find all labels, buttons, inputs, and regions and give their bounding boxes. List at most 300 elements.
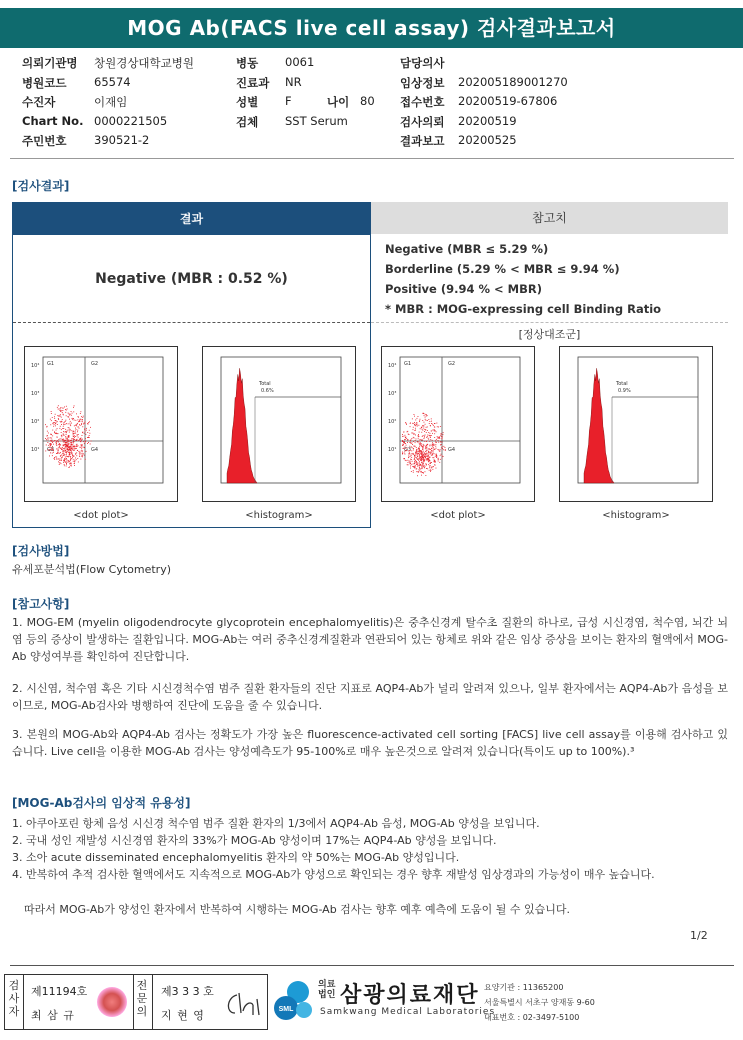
- dot: [82, 426, 83, 427]
- dot: [87, 437, 88, 438]
- dot: [412, 418, 413, 419]
- dot: [405, 454, 406, 455]
- dot: [88, 424, 89, 425]
- dot: [422, 436, 423, 437]
- dot: [52, 435, 53, 436]
- dot: [414, 456, 415, 457]
- dot: [66, 462, 67, 463]
- dot: [420, 464, 421, 465]
- dot: [431, 462, 432, 463]
- dot: [75, 431, 76, 432]
- dot: [61, 458, 62, 459]
- dot: [66, 466, 67, 467]
- dot: [410, 466, 411, 467]
- dot: [71, 451, 72, 452]
- dot: [74, 461, 75, 462]
- dot: [412, 461, 413, 462]
- dot: [438, 437, 439, 438]
- dot: [55, 433, 56, 434]
- dot: [56, 448, 57, 449]
- dot: [430, 452, 431, 453]
- dot: [416, 439, 417, 440]
- ref-positive: Positive (9.94 % < MBR): [385, 282, 542, 296]
- dot: [63, 439, 64, 440]
- dot: [418, 436, 419, 437]
- dot: [73, 450, 74, 451]
- dot: [69, 452, 70, 453]
- dot: [409, 462, 410, 463]
- dot: [432, 424, 433, 425]
- dot: [75, 448, 76, 449]
- dot: [69, 456, 70, 457]
- dot: [64, 448, 65, 449]
- dot: [434, 429, 435, 430]
- dot: [427, 420, 428, 421]
- dot: [435, 440, 436, 441]
- dot: [415, 442, 416, 443]
- dot: [76, 440, 77, 441]
- dot: [416, 463, 417, 464]
- dot: [48, 433, 49, 434]
- dot: [70, 465, 71, 466]
- dot: [69, 415, 70, 416]
- info-value: 202005189001270: [458, 74, 568, 89]
- dot: [75, 454, 76, 455]
- dot: [59, 447, 60, 448]
- dot: [413, 466, 414, 467]
- dot: [82, 451, 83, 452]
- dot: [405, 460, 406, 461]
- dot: [74, 439, 75, 440]
- dot: [73, 459, 74, 460]
- dot: [436, 457, 437, 458]
- info-value: 390521-2: [94, 133, 150, 147]
- dot: [58, 433, 59, 434]
- dot: [67, 460, 68, 461]
- dot: [407, 448, 408, 449]
- dot: [422, 440, 423, 441]
- dot: [425, 459, 426, 460]
- dot: [62, 419, 63, 420]
- dot: [438, 442, 439, 443]
- dot: [435, 461, 436, 462]
- histogram-label: Total: [259, 381, 271, 387]
- dot: [421, 444, 422, 445]
- dot: [66, 454, 67, 455]
- dot: [420, 443, 421, 444]
- dot: [82, 419, 83, 420]
- dot: [50, 440, 51, 441]
- dot: [45, 424, 46, 425]
- dot: [73, 418, 74, 419]
- dot: [75, 420, 76, 421]
- dot: [65, 459, 66, 460]
- dot: [74, 462, 75, 463]
- utility-item: 따라서 MOG-Ab가 양성인 환자에서 반복하여 시행하는 MOG-Ab 검사는 향후 예후 예측에 도움이 될 수 있습니다.: [24, 903, 571, 916]
- dot: [65, 450, 66, 451]
- dot: [72, 413, 73, 414]
- dot: [418, 453, 419, 454]
- dot: [76, 439, 77, 440]
- dot-plot-caption: <dot plot>: [73, 510, 129, 521]
- dot: [62, 412, 63, 413]
- dot: [425, 456, 426, 457]
- dot: [63, 423, 64, 424]
- dot: [405, 450, 406, 451]
- dot: [81, 447, 82, 448]
- dot: [438, 461, 439, 462]
- histogram-caption: <histogram>: [245, 510, 313, 521]
- dot: [436, 431, 437, 432]
- dot: [410, 463, 411, 464]
- dot: [411, 439, 412, 440]
- org-name: 삼광의료재단: [340, 983, 480, 1008]
- tester-license: 제11194호: [31, 985, 88, 998]
- info-label: 병원코드: [22, 75, 67, 90]
- dot: [61, 455, 62, 456]
- dot: [411, 459, 412, 460]
- dot: [428, 451, 429, 452]
- dot: [421, 459, 422, 460]
- dot: [62, 447, 63, 448]
- dot: [420, 439, 421, 440]
- dot: [409, 453, 410, 454]
- dot: [67, 440, 68, 441]
- dot: [86, 428, 87, 429]
- dot: [55, 440, 56, 441]
- tester-name: 최 삼 규: [31, 1009, 75, 1022]
- note-paragraph: 1. MOG-EM (myelin oligodendrocyte glycoprotein encephalomyelitis)은 중추신경계 탈수초 질환의 하나로, 급성 시신경염, 척수염, 뇌간 뇌염 등의 증상이 발생하는 질환입니다. MOG-Ab는 여러 중추신경계질환과 연관되어 있는 항체로 위와 같은 임상 증상을 보이는 환자의 혈액에서 MOG-Ab 양성여부를 확인하여 진단합니다.: [12, 616, 728, 663]
- dot: [413, 472, 414, 473]
- dot: [90, 427, 91, 428]
- dot: [403, 448, 404, 449]
- dot: [423, 428, 424, 429]
- dot: [71, 440, 72, 441]
- expert-name: 지 현 영: [161, 1009, 205, 1022]
- dot: [406, 438, 407, 439]
- dot: [82, 445, 83, 446]
- dot: [425, 429, 426, 430]
- dot: [58, 444, 59, 445]
- dot: [77, 434, 78, 435]
- dot: [415, 424, 416, 425]
- dot: [413, 429, 414, 430]
- dot: [59, 460, 60, 461]
- dot: [424, 422, 425, 423]
- dot: [65, 452, 66, 453]
- dot: [79, 439, 80, 440]
- info-value: NR: [285, 74, 302, 89]
- dot: [423, 462, 424, 463]
- dot: [65, 420, 66, 421]
- dot: [432, 455, 433, 456]
- dot: [427, 430, 428, 431]
- dot: [80, 419, 81, 420]
- dot: [434, 459, 435, 460]
- dot: [411, 471, 412, 472]
- y-tick-label: 10²: [31, 419, 40, 425]
- dot: [75, 433, 76, 434]
- dot: [81, 444, 82, 445]
- dot: [420, 469, 421, 470]
- dot: [67, 438, 68, 439]
- dot: [57, 453, 58, 454]
- info-label: 검사의뢰: [400, 114, 445, 129]
- dot: [424, 441, 425, 442]
- dot: [415, 428, 416, 429]
- notes-section-title: [참고사항]: [12, 597, 70, 611]
- dot: [438, 438, 439, 439]
- dot: [74, 456, 75, 457]
- dot: [53, 452, 54, 453]
- info-label: 병동: [236, 56, 259, 70]
- dot: [72, 449, 73, 450]
- quadrant-label: G2: [448, 361, 456, 367]
- dot: [63, 453, 64, 454]
- dot: [412, 444, 413, 445]
- dot: [440, 455, 441, 456]
- dot: [422, 449, 423, 450]
- dot: [70, 452, 71, 453]
- dot: [427, 458, 428, 459]
- dot: [410, 440, 411, 441]
- dot: [61, 429, 62, 430]
- note-paragraph: 3. 본원의 MOG-Ab와 AQP4-Ab 검사는 정확도가 가장 높은 fluorescence-activated cell sorting [FACS] live cell assay를 이용해 검사하고 있습니다. Live cell을 이용한 MOG-Ab 검사는 양성예측도가 95-100%로 매우 높은것으로 알려져 있습니다(특이도 up to 100%).³: [12, 728, 728, 758]
- dot: [404, 458, 405, 459]
- dot: [426, 432, 427, 433]
- info-label: 수진자: [22, 95, 56, 109]
- dot: [425, 451, 426, 452]
- dot: [88, 437, 89, 438]
- dot: [429, 421, 430, 422]
- dot: [414, 434, 415, 435]
- dot: [68, 416, 69, 417]
- dot: [63, 426, 64, 427]
- dot: [422, 446, 423, 447]
- dot: [404, 439, 405, 440]
- dot: [403, 432, 404, 433]
- dot: [413, 463, 414, 464]
- dot: [428, 459, 429, 460]
- histogram-label: Total: [616, 381, 628, 387]
- dot: [408, 455, 409, 456]
- dot: [424, 438, 425, 439]
- dot: [84, 433, 85, 434]
- dot: [63, 439, 64, 440]
- dot: [73, 431, 74, 432]
- dot: [412, 423, 413, 424]
- dot: [73, 432, 74, 433]
- dot: [419, 454, 420, 455]
- patient-info: [22, 55, 722, 153]
- dot: [82, 417, 83, 418]
- dot: [54, 458, 55, 459]
- dot: [48, 449, 49, 450]
- control-dot-plot: [381, 346, 535, 502]
- dot: [78, 462, 79, 463]
- dot: [410, 426, 411, 427]
- dot: [77, 446, 78, 447]
- info-label: 주민번호: [22, 134, 67, 148]
- dot: [71, 450, 72, 451]
- dot: [416, 447, 417, 448]
- dot: [73, 430, 74, 431]
- info-value: F: [285, 94, 292, 108]
- dot: [52, 423, 53, 424]
- dot: [78, 421, 79, 422]
- dot: [75, 425, 76, 426]
- dot: [431, 418, 432, 419]
- dot: [405, 435, 406, 436]
- dot: [418, 438, 419, 439]
- dot: [77, 419, 78, 420]
- dot: [419, 469, 420, 470]
- dot: [406, 450, 407, 451]
- dot: [443, 449, 444, 450]
- dot: [432, 451, 433, 452]
- dot: [76, 424, 77, 425]
- dot: [68, 440, 69, 441]
- dot: [71, 411, 72, 412]
- dot: [58, 439, 59, 440]
- dot: [54, 424, 55, 425]
- dot: [423, 447, 424, 448]
- dot: [64, 461, 65, 462]
- dot: [405, 447, 406, 448]
- dot: [433, 444, 434, 445]
- dot: [74, 446, 75, 447]
- dot: [80, 441, 81, 442]
- dot: [421, 452, 422, 453]
- dot: [80, 459, 81, 460]
- dot: [56, 459, 57, 460]
- dot: [66, 438, 67, 439]
- patient-dot-plot: [24, 346, 178, 502]
- dot: [432, 454, 433, 455]
- dot: [410, 450, 411, 451]
- org-english-name: Samkwang Medical Laboratories: [320, 1007, 496, 1017]
- dot: [77, 444, 78, 445]
- dot: [434, 426, 435, 427]
- dot: [423, 459, 424, 460]
- dot: [62, 451, 63, 452]
- dot: [408, 439, 409, 440]
- dot: [85, 441, 86, 442]
- footer: [0, 972, 743, 1032]
- dot: [404, 442, 405, 443]
- dot: [426, 445, 427, 446]
- y-tick-label: 10¹: [31, 447, 40, 453]
- dot: [413, 434, 414, 435]
- dot: [419, 450, 420, 451]
- dot: [402, 452, 403, 453]
- dot: [427, 453, 428, 454]
- dot: [69, 432, 70, 433]
- dot: [65, 447, 66, 448]
- dot: [410, 468, 411, 469]
- dot: [84, 447, 85, 448]
- result-section-title: [검사결과]: [12, 179, 70, 193]
- dot: [78, 451, 79, 452]
- dot: [58, 461, 59, 462]
- dot: [47, 426, 48, 427]
- dot: [51, 413, 52, 414]
- dot: [83, 424, 84, 425]
- dot: [425, 417, 426, 418]
- dot: [411, 453, 412, 454]
- dot: [419, 441, 420, 442]
- dot: [83, 441, 84, 442]
- divider: [371, 322, 728, 323]
- dot: [61, 410, 62, 411]
- dot: [61, 436, 62, 437]
- info-label: 결과보고: [400, 134, 445, 148]
- utility-item: 4. 반복하여 추적 검사한 혈액에서도 지속적으로 MOG-Ab가 양성으로 확인되는 경우 향후 재발성 임상경과의 가능성이 매우 높습니다.: [12, 868, 655, 881]
- dot: [403, 441, 404, 442]
- dot: [63, 445, 64, 446]
- dot: [434, 433, 435, 434]
- dot: [426, 468, 427, 469]
- expert-label: 전문의: [136, 979, 148, 1018]
- dot: [85, 459, 86, 460]
- dot: [428, 438, 429, 439]
- dot: [48, 438, 49, 439]
- dot: [63, 431, 64, 432]
- dot: [421, 472, 422, 473]
- dot: [77, 450, 78, 451]
- dot: [427, 447, 428, 448]
- dot: [61, 448, 62, 449]
- dot: [430, 469, 431, 470]
- dot: [69, 428, 70, 429]
- dot: [78, 426, 79, 427]
- dot: [48, 439, 49, 440]
- dot: [60, 421, 61, 422]
- dot: [72, 457, 73, 458]
- dot: [60, 410, 61, 411]
- info-label: 의뢰기관명: [22, 56, 78, 70]
- dot: [57, 407, 58, 408]
- dot: [82, 432, 83, 433]
- dot: [63, 445, 64, 446]
- dot: [60, 448, 61, 449]
- dot: [432, 446, 433, 447]
- dot: [63, 433, 64, 434]
- dot: [77, 424, 78, 425]
- dot: [55, 420, 56, 421]
- dot: [60, 426, 61, 427]
- dot: [74, 450, 75, 451]
- dot: [66, 432, 67, 433]
- dot: [420, 419, 421, 420]
- dot: [65, 409, 66, 410]
- quadrant-label: G1: [404, 361, 412, 367]
- dot: [436, 468, 437, 469]
- logo-text: SML: [278, 1006, 294, 1013]
- dot: [441, 447, 442, 448]
- dot: [69, 444, 70, 445]
- dot: [435, 442, 436, 443]
- age-label: 나이: [327, 95, 350, 109]
- dot: [425, 419, 426, 420]
- dot: [416, 451, 417, 452]
- dot: [416, 462, 417, 463]
- dot: [69, 436, 70, 437]
- dot: [78, 417, 79, 418]
- dot: [427, 456, 428, 457]
- dot: [63, 448, 64, 449]
- dot: [89, 433, 90, 434]
